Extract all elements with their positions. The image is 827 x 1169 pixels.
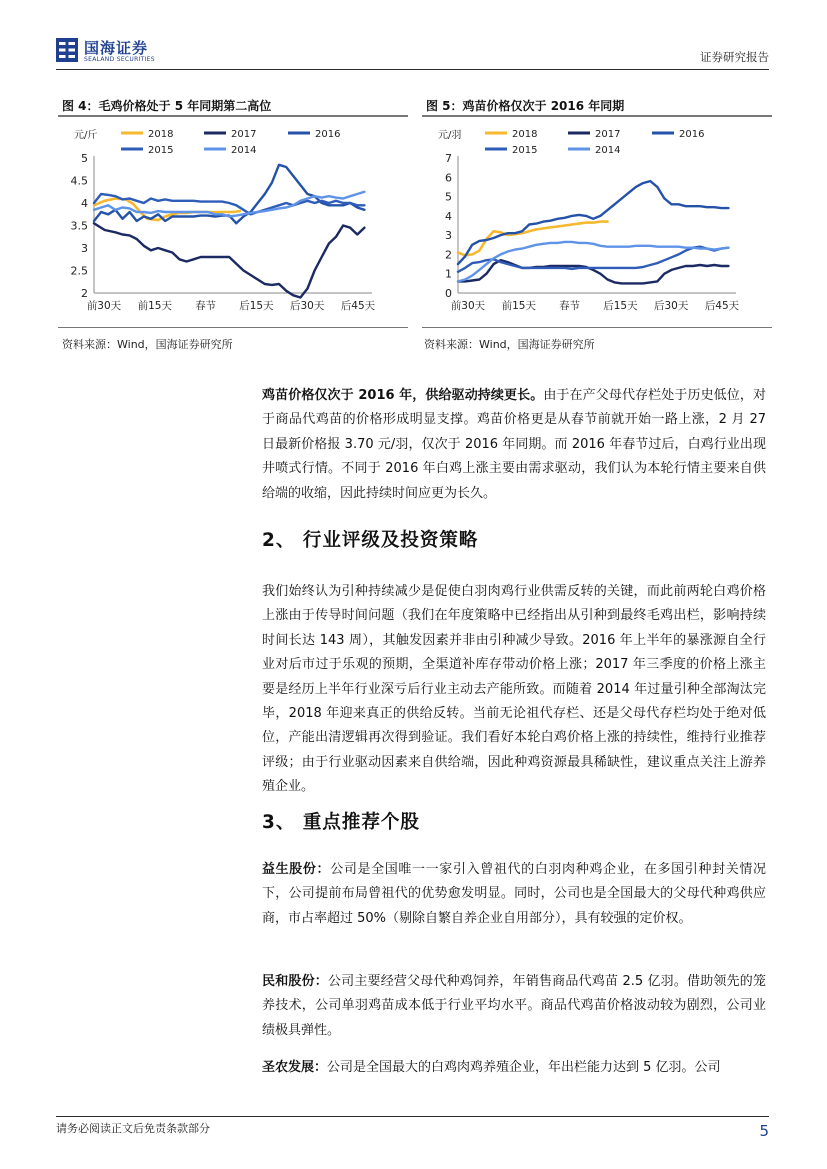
figure-5-bottom-rule xyxy=(422,327,772,328)
x-tick-label: 后30天 xyxy=(290,300,325,312)
y-tick-label: 2 xyxy=(81,287,88,300)
figure-5-source: 资料来源：Wind，国海证券研究所 xyxy=(424,338,595,351)
legend-label-2017: 2017 xyxy=(595,129,621,140)
logo-icon xyxy=(56,38,78,62)
legend-label-2018: 2018 xyxy=(512,129,538,140)
paragraph-chick-price xyxy=(262,384,766,506)
y-tick-label: 1 xyxy=(445,267,452,281)
series-line-2017 xyxy=(458,260,728,283)
y-axis-unit: 元/羽 xyxy=(438,130,462,141)
stock-name-shengnong: 圣农发展： xyxy=(262,1060,328,1075)
section-heading-3: 3、 重点推荐个股 xyxy=(262,812,420,833)
legend-label-2018: 2018 xyxy=(148,129,174,140)
report-type: 证券研究报告 xyxy=(700,50,769,64)
y-tick-label: 3 xyxy=(445,229,452,243)
figure-5-title: 图 5：鸡苗价格仅次于 2016 年同期 xyxy=(426,99,625,113)
paragraph-chick-price-lead: 鸡苗价格仅次于 2016 年，供给驱动持续更长。 xyxy=(262,388,544,403)
y-axis-unit: 元/斤 xyxy=(74,130,98,141)
y-tick-label: 0 xyxy=(445,287,452,300)
legend-label-2014: 2014 xyxy=(231,145,257,156)
legend-label-2016: 2016 xyxy=(679,129,705,140)
paragraph-shengnong xyxy=(262,1056,766,1080)
y-tick-label: 3.5 xyxy=(70,219,88,233)
y-tick-label: 7 xyxy=(445,152,452,165)
footer-disclaimer: 请务必阅读正文后免责条款部分 xyxy=(56,1122,210,1135)
paragraph-yisheng-text: 公司是全国唯一一家引入曾祖代的白羽肉种鸡企业，在多国引种封关情况下，公司提前布局曾祖代的优势愈发明显。同时，公司也是全国最大的父母代种鸡供应商，市占率超过 50%（剔除自繁自养企业自用部分），具有较强的定价权。 xyxy=(262,862,766,926)
x-tick-label: 前15天 xyxy=(137,300,172,312)
paragraph-minhe-text: 公司主要经营父母代种鸡饲养，年销售商品代鸡苗 2.5 亿羽。借助领先的笼养技术，公司单羽鸡苗成本低于行业平均水平。商品代鸡苗价格波动较为剧烈，公司业绩极具弹性。 xyxy=(262,974,766,1038)
x-tick-label: 后15天 xyxy=(603,300,638,312)
chart-chick-price xyxy=(422,120,772,325)
series-line-2018 xyxy=(458,222,608,256)
paragraph-strategy: 我们始终认为引种持续减少是促使白羽肉鸡行业供需反转的关键，而此前两轮白鸡价格上涨由于传导时间问题（我们在年度策略中已经指出从引种到最终毛鸡出栏，影响持续时间长达 143 周），其触发因素并非由引种减少导致。2016 年上半年的暴涨源自全行业对后市过于乐观的预期，全渠道补库存带动价格上涨；2017 年三季度的价格上涨主要是经历上半年行业深亏后行业主动去产能所致。而随着 2014 年过量引种全部淘汰完毕，2018 年迎来真正的供给反转。当前无论祖代存栏、还是父母代存栏均处于绝对低位，产能出清逻辑再次得到验证。我们看好本轮白鸡价格上涨的持续性，维持行业推荐评级；由于行业驱动因素来自供给端，因此种鸡资源最具稀缺性，建议重点关注上游养殖企业。 xyxy=(262,584,766,795)
paragraph-yisheng xyxy=(262,858,766,931)
x-tick-label: 后15天 xyxy=(239,300,274,312)
figure-5-top-rule-2 xyxy=(422,116,772,117)
footer-divider xyxy=(56,1116,769,1117)
series-line-2016 xyxy=(94,165,364,224)
figure-4-top-rule-2 xyxy=(58,116,408,117)
paragraph-shengnong-text: 公司是全国最大的白鸡肉鸡养殖企业，年出栏能力达到 5 亿羽。公司 xyxy=(327,1060,721,1075)
stock-name-yisheng: 益生股份： xyxy=(262,862,331,877)
y-tick-label: 4.5 xyxy=(70,174,88,188)
y-tick-label: 5 xyxy=(445,190,452,204)
y-tick-label: 3 xyxy=(81,242,88,255)
figure-4-bottom-rule xyxy=(58,327,408,328)
legend-label-2017: 2017 xyxy=(231,129,257,140)
figure-4-title: 图 4：毛鸡价格处于 5 年同期第二高位 xyxy=(62,99,272,113)
section-heading-2: 2、 行业评级及投资策略 xyxy=(262,530,479,551)
y-tick-label: 6 xyxy=(445,171,452,185)
x-tick-label: 后45天 xyxy=(704,300,740,312)
chart-broiler-price xyxy=(58,120,408,325)
y-tick-label: 5 xyxy=(81,152,88,165)
x-tick-label: 后45天 xyxy=(340,300,376,312)
page-number: 5 xyxy=(759,1122,769,1140)
y-tick-label: 4 xyxy=(445,209,452,223)
series-line-2015 xyxy=(458,247,728,272)
legend-label-2015: 2015 xyxy=(512,145,538,156)
paragraph-minhe xyxy=(262,970,766,1043)
x-tick-label: 前15天 xyxy=(501,300,536,312)
legend-label-2015: 2015 xyxy=(148,145,174,156)
logo-subtext: SEALAND SECURITIES xyxy=(84,56,155,63)
legend-label-2016: 2016 xyxy=(315,129,341,140)
y-tick-label: 2.5 xyxy=(70,264,88,278)
legend-label-2014: 2014 xyxy=(595,145,621,156)
figure-4-source: 资料来源：Wind，国海证券研究所 xyxy=(62,338,233,351)
x-tick-label: 前30天 xyxy=(86,300,122,312)
y-tick-label: 2 xyxy=(445,248,452,262)
stock-name-minhe: 民和股份： xyxy=(262,974,328,989)
x-tick-label: 春节 xyxy=(559,300,581,312)
series-line-2017 xyxy=(94,223,364,297)
logo-text: 国海证券 xyxy=(84,39,149,57)
y-tick-label: 4 xyxy=(81,197,88,210)
x-tick-label: 后30天 xyxy=(654,300,689,312)
x-tick-label: 前30天 xyxy=(450,300,486,312)
paragraph-chick-price-text: 由于在产父母代存栏处于历史低位，对于商品代鸡苗的价格形成明显支撑。鸡苗价格更是从春节前就开始一路上涨，2 月 27 日最新价格报 3.70 元/羽，仅次于 2016 年同期。而 2016 年春节过后，白鸡行业出现井喷式行情。不同于 2016 年白鸡上涨主要由需求驱动，我们认为本轮行情主要来自供给端的收缩，因此持续时间应更为长久。 xyxy=(262,388,766,501)
x-tick-label: 春节 xyxy=(195,300,217,312)
header-divider xyxy=(56,69,769,70)
